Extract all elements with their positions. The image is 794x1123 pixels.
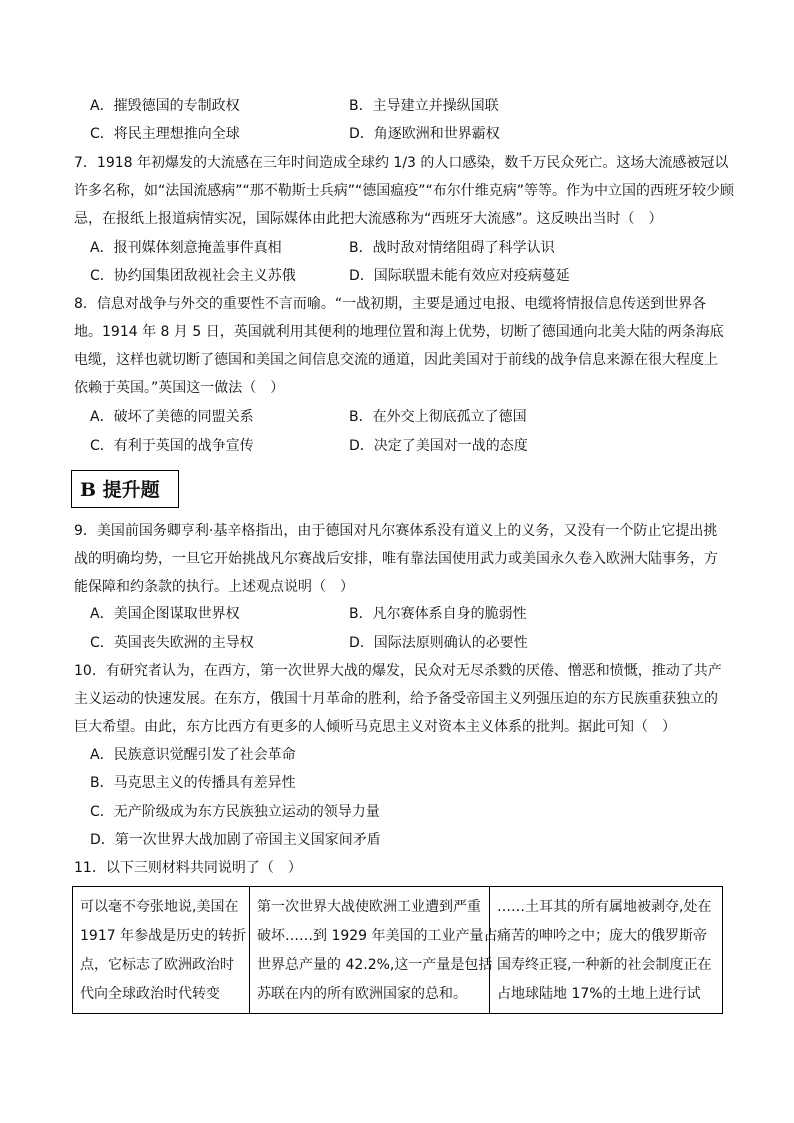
q9-option-d: D．国际法原则确认的必要性 [349,635,528,651]
q8-option-b: B．在外交上彻底孤立了德国 [349,409,527,425]
q7-option-a: A．报刊媒体刻意掩盖事件真相 [90,240,282,256]
material-line: ……土耳其的所有属地被剥夺,处在 [497,899,712,915]
q10-stem-line: 巨大希望。由此，东方比西方有更多的人倾听马克思主义对资本主义体系的批判。据此可知（ ） [74,719,676,735]
q7-option-b: B．战时敌对情绪阻碍了科学认识 [349,240,555,256]
q6-option-b: B．主导建立并操纵国联 [349,98,499,114]
q7-stem-line: 许多名称，如“法国流感病”“那不勒斯士兵病”“德国瘟疫”“布尔什维克病”等等。作为中立国的西班牙较少顾 [74,183,735,199]
q6-option-a: A．摧毁德国的专制政权 [90,98,240,114]
q8-stem-line: 8．信息对战争与外交的重要性不言而喻。“一战初期，主要是通过电报、电缆将情报信息传送到世界各 [74,296,707,312]
q7-stem-line: 7．1918 年初爆发的大流感在三年时间造成全球约 1/3 的人口感染，数千万民众死亡。这场大流感被冠以 [74,155,729,171]
material-line: 世界总产量的 42.2%,这一产量是包括 [257,957,493,973]
q8-option-d: D．决定了美国对一战的态度 [349,438,528,454]
material-line: 痛苦的呻吟之中；庞大的俄罗斯帝 [497,928,707,944]
q6-option-c: C．将民主理想推向全球 [90,126,240,142]
q8-option-a: A．破坏了美德的同盟关系 [90,409,254,425]
q8-stem-line: 依赖于英国。”英国这一做法（ ） [74,380,285,396]
q9-option-b: B．凡尔赛体系自身的脆弱性 [349,606,527,622]
material-cell-2 [250,887,498,1014]
material-line: 国寿终正寝,一种新的社会制度正在 [497,957,712,973]
table-row [73,887,723,1014]
q10-option-b: B．马克思主义的传播具有差异性 [90,775,296,791]
q10-option-d: D．第一次世界大战加剧了帝国主义国家间矛盾 [90,832,381,848]
q9-stem-line: 9．美国前国务卿亨利·基辛格指出，由于德国对凡尔赛体系没有道义上的义务，又没有一个防止它提出挑 [74,523,718,539]
material-line: 1917 年参战是历史的转折 [80,928,247,944]
q9-option-a: A．美国企图谋取世界权 [90,606,240,622]
q10-option-a: A．民族意识觉醒引发了社会革命 [90,747,296,763]
q10-stem-line: 10．有研究者认为，在西方，第一次世界大战的爆发，民众对无尽杀戮的厌倦、憎恶和愤慨，推动了共产 [74,663,722,679]
q8-option-c: C．有利于英国的战争宣传 [90,438,254,454]
q10-stem-line: 主义运动的快速发展。在东方，俄国十月革命的胜利，给予备受帝国主义列强压迫的东方民族重获独立的 [74,691,718,707]
section-header-box [71,470,179,508]
q8-stem-line: 电缆，这样也就切断了德国和美国之间信息交流的通道，因此美国对于前线的战争信息来源在很大程度上 [74,352,718,368]
material-line: 苏联在内的所有欧洲国家的总和。 [257,986,467,1002]
material-line: 破坏……到 1929 年美国的工业产量占 [257,928,498,944]
material-cell-1 [73,887,250,1014]
section-header-label: B 提升题 [80,479,160,501]
material-line: 点，它标志了欧洲政治时 [80,957,234,973]
q9-stem-line: 能保障和约条款的执行。上述观点说明（ ） [74,579,354,595]
q7-option-c: C．协约国集团敌视社会主义苏俄 [90,268,296,284]
material-line: 可以毫不夸张地说,美国在 [80,899,239,915]
q8-stem-line: 地。1914 年 8 月 5 日，英国就利用其便利的地理位置和海上优势，切断了德国通向北美大陆的两条海底 [74,324,724,340]
q6-option-d: D．角逐欧洲和世界霸权 [349,126,500,142]
q11-materials-table [72,886,723,1014]
material-cell-3 [490,887,723,1014]
q7-stem-line: 忌，在报纸上报道病情实况，国际媒体由此把大流感称为“西班牙大流感”。这反映出当时（ ） [74,211,663,227]
material-line: 第一次世界大战使欧洲工业遭到严重 [257,899,481,915]
q9-stem-line: 战的明确均势，一旦它开始挑战凡尔赛战后安排，唯有靠法国使用武力或美国永久卷入欧洲大陆事务，方 [74,551,718,567]
q7-option-d: D．国际联盟未能有效应对疫病蔓延 [349,268,570,284]
q9-option-c: C．英国丧失欧洲的主导权 [90,635,254,651]
q10-option-c: C．无产阶级成为东方民族独立运动的领导力量 [90,804,380,820]
material-line: 代向全球政治时代转变 [80,986,220,1002]
q11-stem: 11．以下三则材料共同说明了（ ） [74,860,302,876]
material-line: 占地球陆地 17%的土地上进行试 [497,986,701,1002]
